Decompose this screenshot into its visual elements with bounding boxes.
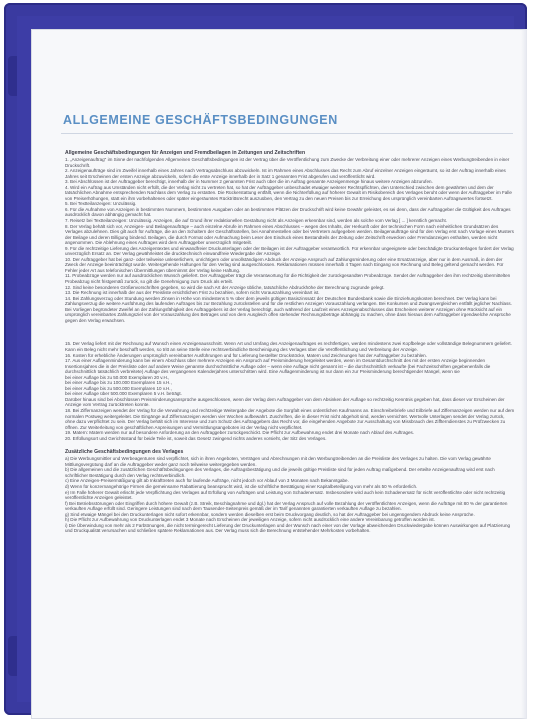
document-sheet xyxy=(31,29,527,719)
paragraph: 16. Kosten für erhebliche Änderungen ursprünglich vereinbarter Ausführungen und für Lieferung bestellter Druckstöcke, Matern und Zeichnungen hat der Auftraggeber zu bezahlen. xyxy=(65,352,427,358)
section1-heading: Allgemeine Geschäftsbedingungen für Anzeigen und Fremdbeilagen in Zeitungen und Zeitschriften xyxy=(65,150,306,156)
paragraph: a) Die Werbungsmittler und Werbeagenturen sind verpflichtet, sich in ihren Angeboten, Verträgen und Abrechnungen mit den Werbungtreibenden an die Preisliste des Verlages zu halten. Die vom Verlag gewährte Mittlungsvergütung darf an die Auftraggeber weder ganz noch teilweise weitergegeben werden. xyxy=(65,456,491,467)
section-spacer xyxy=(65,441,515,446)
paragraph: 7. Reisetz bei Textteilanzeigen: Unzulässig. Anzeigen, die auf Grund ihrer redaktionellen Gestaltung nicht als Anzeigen erkennbar sind, werden als solche vom Verlag [ ... ] kenntlich gemacht. xyxy=(65,218,448,224)
paragraph: 3. Bei Abschlüssen ist der Auftraggeber berechtigt, innerhalb der in Nummer 2 genannten Frist auch über die im Auftrag genannte Anzeigenmenge hinaus weitere Anzeigen abzurufen. xyxy=(65,179,433,185)
paragraph: 12. Sind keine besonderen Größenvorschriften gegeben, so wird die nach Art der Anzeige übliche, tatsächliche Abdruckhöhe der Berechnung zugrunde gelegt. xyxy=(65,284,385,290)
paragraph: f) Bei Betriebsstörungen oder Eingriffen durch höhere Gewalt (z.B. Streik, Beschlagnahme und dgl.) hat der Verlag Anspruch auf volle Bezahlung der veröffentlichten Anzeigen, wenn die Aufträge mit 80 % der garantierten verkauften Auflage erfüllt sind. Geringere Leistungen sind nach dem Tausender-Seitenpreis gemäß der im Tarif genannten garantierten verkauften Auflage zu bezahlen. xyxy=(65,500,508,512)
paragraph: 17. Aus einer Auflagenminderung kann bei einem Abschluss über mehrere Anzeigen ein Anspruch auf Preisminderung hergeleitet werden, wenn im Gesamtdurchschnitt des mit der ersten Anzeige beginnenden Insertionsjahres die in der Preisliste oder auf andere Weise genannte durchschnittliche Auflage oder – wenn eine Auflage nicht genannt ist – die durchschnittlich verkaufte (bei Fachzeitschriften gegebenenfalls die durchschnittlich tatsächlich verbreitete) Auflage des vergangenen Kalenderjahres unterschritten wird. Eine Auflagenminderung ist nur dann ein zur Preisminderung berechtigender Mangel, wenn sie xyxy=(65,358,491,375)
paragraph: 20. Erfüllungsort und Gerichtsstand für beide Teile ist, soweit das Gesetz zwingend nichts anderes vorsieht, der Sitz des Verlages. xyxy=(65,435,327,441)
paragraph: h) Die Pflicht zur Aufbewahrung von Druckunterlagen endet 3 Monate nach Erscheinen der jeweiligen Anzeige, sofern nicht ausdrücklich eine andere Vereinbarung getroffen worden ist. xyxy=(65,517,435,523)
paragraph: 4. Wird ein Auftrag aus Umständen nicht erfüllt, die der Verlag nicht zu vertreten hat, so hat der Auftraggeber unbeschadet etwaiger weiterer Rechtspflichten, den Unterschied zwischen dem gewährten und dem der tatsächlichen Abnahme entsprechenden Nachlass dem Verlag zu erstatten. Die Rückerstattung entfällt, wenn die Nichterfüllung auf höherer Gewalt im Risikobereich des Verlages beruht oder wenn der Auftraggeber im Falle von Preiserhöhungen, statt ein ihm vorbehaltenes oder später eingeräumtes Rücktrittsrecht auszuüben, den Vertrag zu den neuen Preisen bis zur Erreichung des ursprünglich vereinbarten Auftragswertes fortsetzt. xyxy=(65,184,512,201)
document-holder-frame xyxy=(4,3,527,715)
section3-heading: Zusätzliche Geschäftsbedingungen des Verlages xyxy=(65,449,184,456)
frame-hinge-bottom xyxy=(8,636,17,676)
paragraph: i) Die Überwindung von mehr als 2 Farbtönungen, die nicht termingerecht Lieferung der Druckunterlagen und der Wunsch nach einer von der Vorlage abweichenden Druckwiedergabe können Auswirkungen auf Platzierung und Druckqualität verursachen und schließen spätere Reklamationen aus. Der Verlag muss sich die Berechnung entstehender Mehrkosten vorbehalten. xyxy=(65,522,511,534)
paragraph: 1. „Anzeigenauftrag" im Sinne der nachfolgenden Allgemeinen Geschäftsbedingungen ist der Vertrag über die Veröffentlichung zum Zwecke der Verbreitung einer oder mehrerer Anzeigen eines Werbungtreibenden in einer Druckschrift. xyxy=(65,157,510,168)
paragraph: d) Wenn für konzernangehörige Firmen die gemeinsame Rabattierung beansprucht wird, ist die schriftliche Bestätigung einer Kapitalbeteiligung von mehr als 50 % erforderlich. xyxy=(65,483,418,489)
paragraph: 10. Der Auftraggeber hat bei ganz- oder teilweise unleserlichem, unrichtigem oder unvollständigem Abdruck der Anzeige Anspruch auf Zahlungsminderung oder eine Ersatzanzeige, aber nur in dem Ausmaß, in dem der Zweck der Anzeige beeinträchtigt wurde. Weitergehende Haftungen für den Verlag sind ausgeschlossen. Reklamationen müssen innerhalb 4 Tagen nach Eingang von Rechnung und Beleg geltend gemacht werden. Für Fehler jeder Art aus telefonischen Übermittlungen übernimmt der Verlag keine Haftung. xyxy=(65,256,504,273)
paragraph: 15. Der Verlag liefert mit der Rechnung auf Wunsch einen Anzeigenausschnitt. Wenn Art und Umfang des Anzeigenauftrages es rechtfertigen, werden mindestens zwei Kopfbelege oder vollständige Belegnummern geliefert. Kann ein Beleg nicht mehr beschafft werden, so tritt an seine Stelle eine rechtsverbindliche Bescheinigung des Verlages über die Veröffentlichung und Verbreitung der Anzeige. xyxy=(65,341,512,352)
paragraph: 13. Die Rechnung ist innerhalb der aus der Preisliste ersichtlichen Frist zu bezahlen, sofern nicht Vorauszahlung vereinbart ist. xyxy=(65,290,320,296)
paragraph: bei einer Auflage bis zu 50.000 Exemplaren 20 v.H., xyxy=(65,374,170,380)
frame-hinge-top xyxy=(8,56,17,96)
paragraph: c) Eine Anzeigen-Preisermäßigung gilt ab Inkrafttreten auch für laufende Aufträge, nicht jedoch vor Ablauf von 3 Monaten nach Bekanntgabe. xyxy=(65,478,349,484)
paragraph: bei einer Auflage bis zu 100.000 Exemplaren 15 v.H., xyxy=(65,380,172,386)
document-body xyxy=(65,150,515,534)
paragraph: Darüber hinaus sind bei Abschlüssen Preisminderungsansprüche ausgeschlossen, wenn der Verlag dem Auftraggeber von dem Absinken der Auflage so rechtzeitig Kenntnis gegeben hat, dass dieser vor Erscheinen der Anzeige vom Vertrag zurücktreten konnte. xyxy=(65,396,505,408)
paragraph: 18. Bei Ziffernanzeigen wendet der Verlag für die Verwahrung und rechtzeitige Weitergabe der Angebote die Sorgfalt eines ordentlichen Kaufmanns an. Einschreibebriefe und Eilbriefe auf Ziffernanzeigen werden nur auf dem normalen Postweg weitergeleitet. Die Eingänge auf Ziffernanzeigen werden vier Wochen aufbewahrt. Zuschriften, die in dieser Frist nicht abgeholt sind, werden vernichtet. Wertvolle Unterlagen sendet der Verlag zurück, ohne dazu verpflichtet zu sein. Der Verlag behält sich im Interesse und zum Schutz des Auftraggebers das Recht vor, die eingehenden Angebote zur Ausschaltung von Missbrauch des Ziffterndienstes zu Prüfzwecken zu öffnen. Zur Weiterleitung von geschäftlichen Anpreisungen und Vermittlungsangeboten ist der Verlag nicht verpflichtet. xyxy=(65,407,515,430)
paragraph: 19. Matern: Matern werden nur auf besondere Anforderung an den Auftraggeber zurückgeschickt. Die Pflicht zur Aufbewahrung endet drei Monate nach Ablauf des Auftrages. xyxy=(65,430,415,436)
paragraph: bei einer Auflage bis zu 500.000 Exemplaren 10 v.H., xyxy=(65,385,172,391)
paragraph: 11. Probeabzüge werden nur auf ausdrücklichen Wunsch geliefert. Der Auftraggeber trägt die Verantwortung für die Richtigkeit der zurückgesandten Probeabzüge. Sendet der Auftraggeber den ihm rechtzeitig übermittelten Probeabzug nicht fristgemäß zurück, so gilt die Genehmigung zum Druck als erteilt. xyxy=(65,273,511,285)
section-spacer xyxy=(65,323,515,341)
paragraph: 9. Für die rechtzeitige Lieferung des Anzeigentextes und einwandfreier Druckunterlagen oder der Beilagen ist der Auftraggeber verantwortlich. Für erkennbar ungeeignete oder beschädigte Druckunterlagen fordert der Verlag unverzüglich Ersatz an. Der Verlag gewährleistet die drucktechnisch einwandfreie Wiedergabe der Anzeige. xyxy=(65,245,514,257)
paragraph: 2. Anzeigenaufträge sind im Zweifel innerhalb eines Jahres nach Vertragsabschluss abzuwickeln. Ist im Rahmen eines Abschlusses das Recht zum Abruf einzelner Anzeigen eingeräumt, so ist der Auftrag innerhalb eines Jahres seit Erscheinen der ersten Anzeige abzuwickeln, sofern die erste Anzeige innerhalb der in Satz 1 genannten Frist abgerufen und veröffentlicht wird. xyxy=(65,168,506,179)
paragraph: g) Sind etwaige Mängel bei den Druckunterlagen nicht sofort erkennbar, sondern werden dieselben erst beim Druckvorgang deutlich, so hat der Auftraggeber bei ungenügendem Abdruck keine Ansprüche. xyxy=(65,511,475,517)
paragraph: e) Im Falle höherer Gewalt erlischt jede Verpflichtung des Verlages auf Erfüllung von Aufträgen und Leistung von Schadenersatz. Insbesondere wird auch kein Schadenersatz für nicht veröffentlichte oder nicht rechtzeitig veröffentlichte Anzeigen geleistet. xyxy=(65,489,506,501)
title-divider xyxy=(61,133,513,134)
paragraph: 8. Der Verlag behält sich vor, Anzeigen- und Beilagenaufträge – auch einzelne Abrufe im Rahmen eines Abschlusses – wegen des Inhalts, der Herkunft oder der technischen Form nach einheitlichen Grundsätzen des Verlages abzulehnen. Dies gilt auch für Aufträge, die an den Schaltern der Geschäftsstellen, bei Annahmestellen oder bei Vertretern aufgegeben werden. Beilagenaufträge sind für den Verlag erst nach Vorlage eines Musters der Beilage und deren Billigung bindend. Beilagen, die durch Format oder Aufmachung beim Leser den Eindruck eines Bestandteils der Zeitung oder Zeitschrift erwecken oder Fremdanzeigen enthalten, werden nicht angenommen. Die Ablehnung eines Auftrages wird dem Auftraggeber unverzüglich mitgeteilt. xyxy=(65,223,514,246)
paragraph: 5. Bei Textteilanzeigen: Unzulässig. xyxy=(65,201,137,207)
paragraph: 14. Bei Zahlungsverzug oder Stundung werden Zinsen in Höhe von mindestens 5 % über dem jeweils gültigen Basiszinssatz der Deutschen Bundesbank sowie die Einziehungskosten berechnet. Der Verlag kann bei Zahlungsverzug die weitere Ausführung des laufenden Auftrages bis zur Bezahlung zurückstellen und für die restlichen Anzeigen Vorauszahlung verlangen. Bei Konkursen und Zwangsvergleichen entfällt jeglicher Nachlass. Bei Vorliegen begründeter Zweifel an der Zahlungsfähigkeit des Auftraggebers ist der Verlag berechtigt, auch während der Laufzeit eines Anzeigenabschlusses das Erscheinen weiterer Anzeigen ohne Rücksicht auf ein ursprünglich vereinbartes Zahlungsziel von der Vorauszahlung des Betrages und von dem Ausgleich offen stehender Rechnungsbeträge abhängig zu machen, ohne dass hieraus dem Auftraggeber irgendwelche Ansprüche gegen den Verlag erwachsen. xyxy=(65,295,512,323)
paragraph: bei einer Auflage über 500.000 Exemplaren 5 v.H. beträgt. xyxy=(65,391,182,397)
paragraph: 6. Für die Aufnahme von Anzeigen in bestimmten Nummern, bestimmten Ausgaben oder an bestimmten Plätzen der Druckschrift wird keine Gewähr geleistet, es sei denn, dass der Auftraggeber die Gültigkeit des Auftrages ausdrücklich davon abhängig gemacht hat. xyxy=(65,206,511,218)
document-title: ALLGEMEINE GESCHÄFTSBEDINGUNGEN xyxy=(63,113,338,127)
paragraph: b) Die allgemeinen und die zusätzlichen Geschäftsbedingungen des Verlages, die Auftragsbestätigung und die jeweils gültige Preisliste sind für jeden Auftrag maßgebend. Der erteilte Anzeigenauftrag wird erst nach schriftlicher Bestätigung durch den Verlag rechtsverbindlich. xyxy=(65,467,495,478)
